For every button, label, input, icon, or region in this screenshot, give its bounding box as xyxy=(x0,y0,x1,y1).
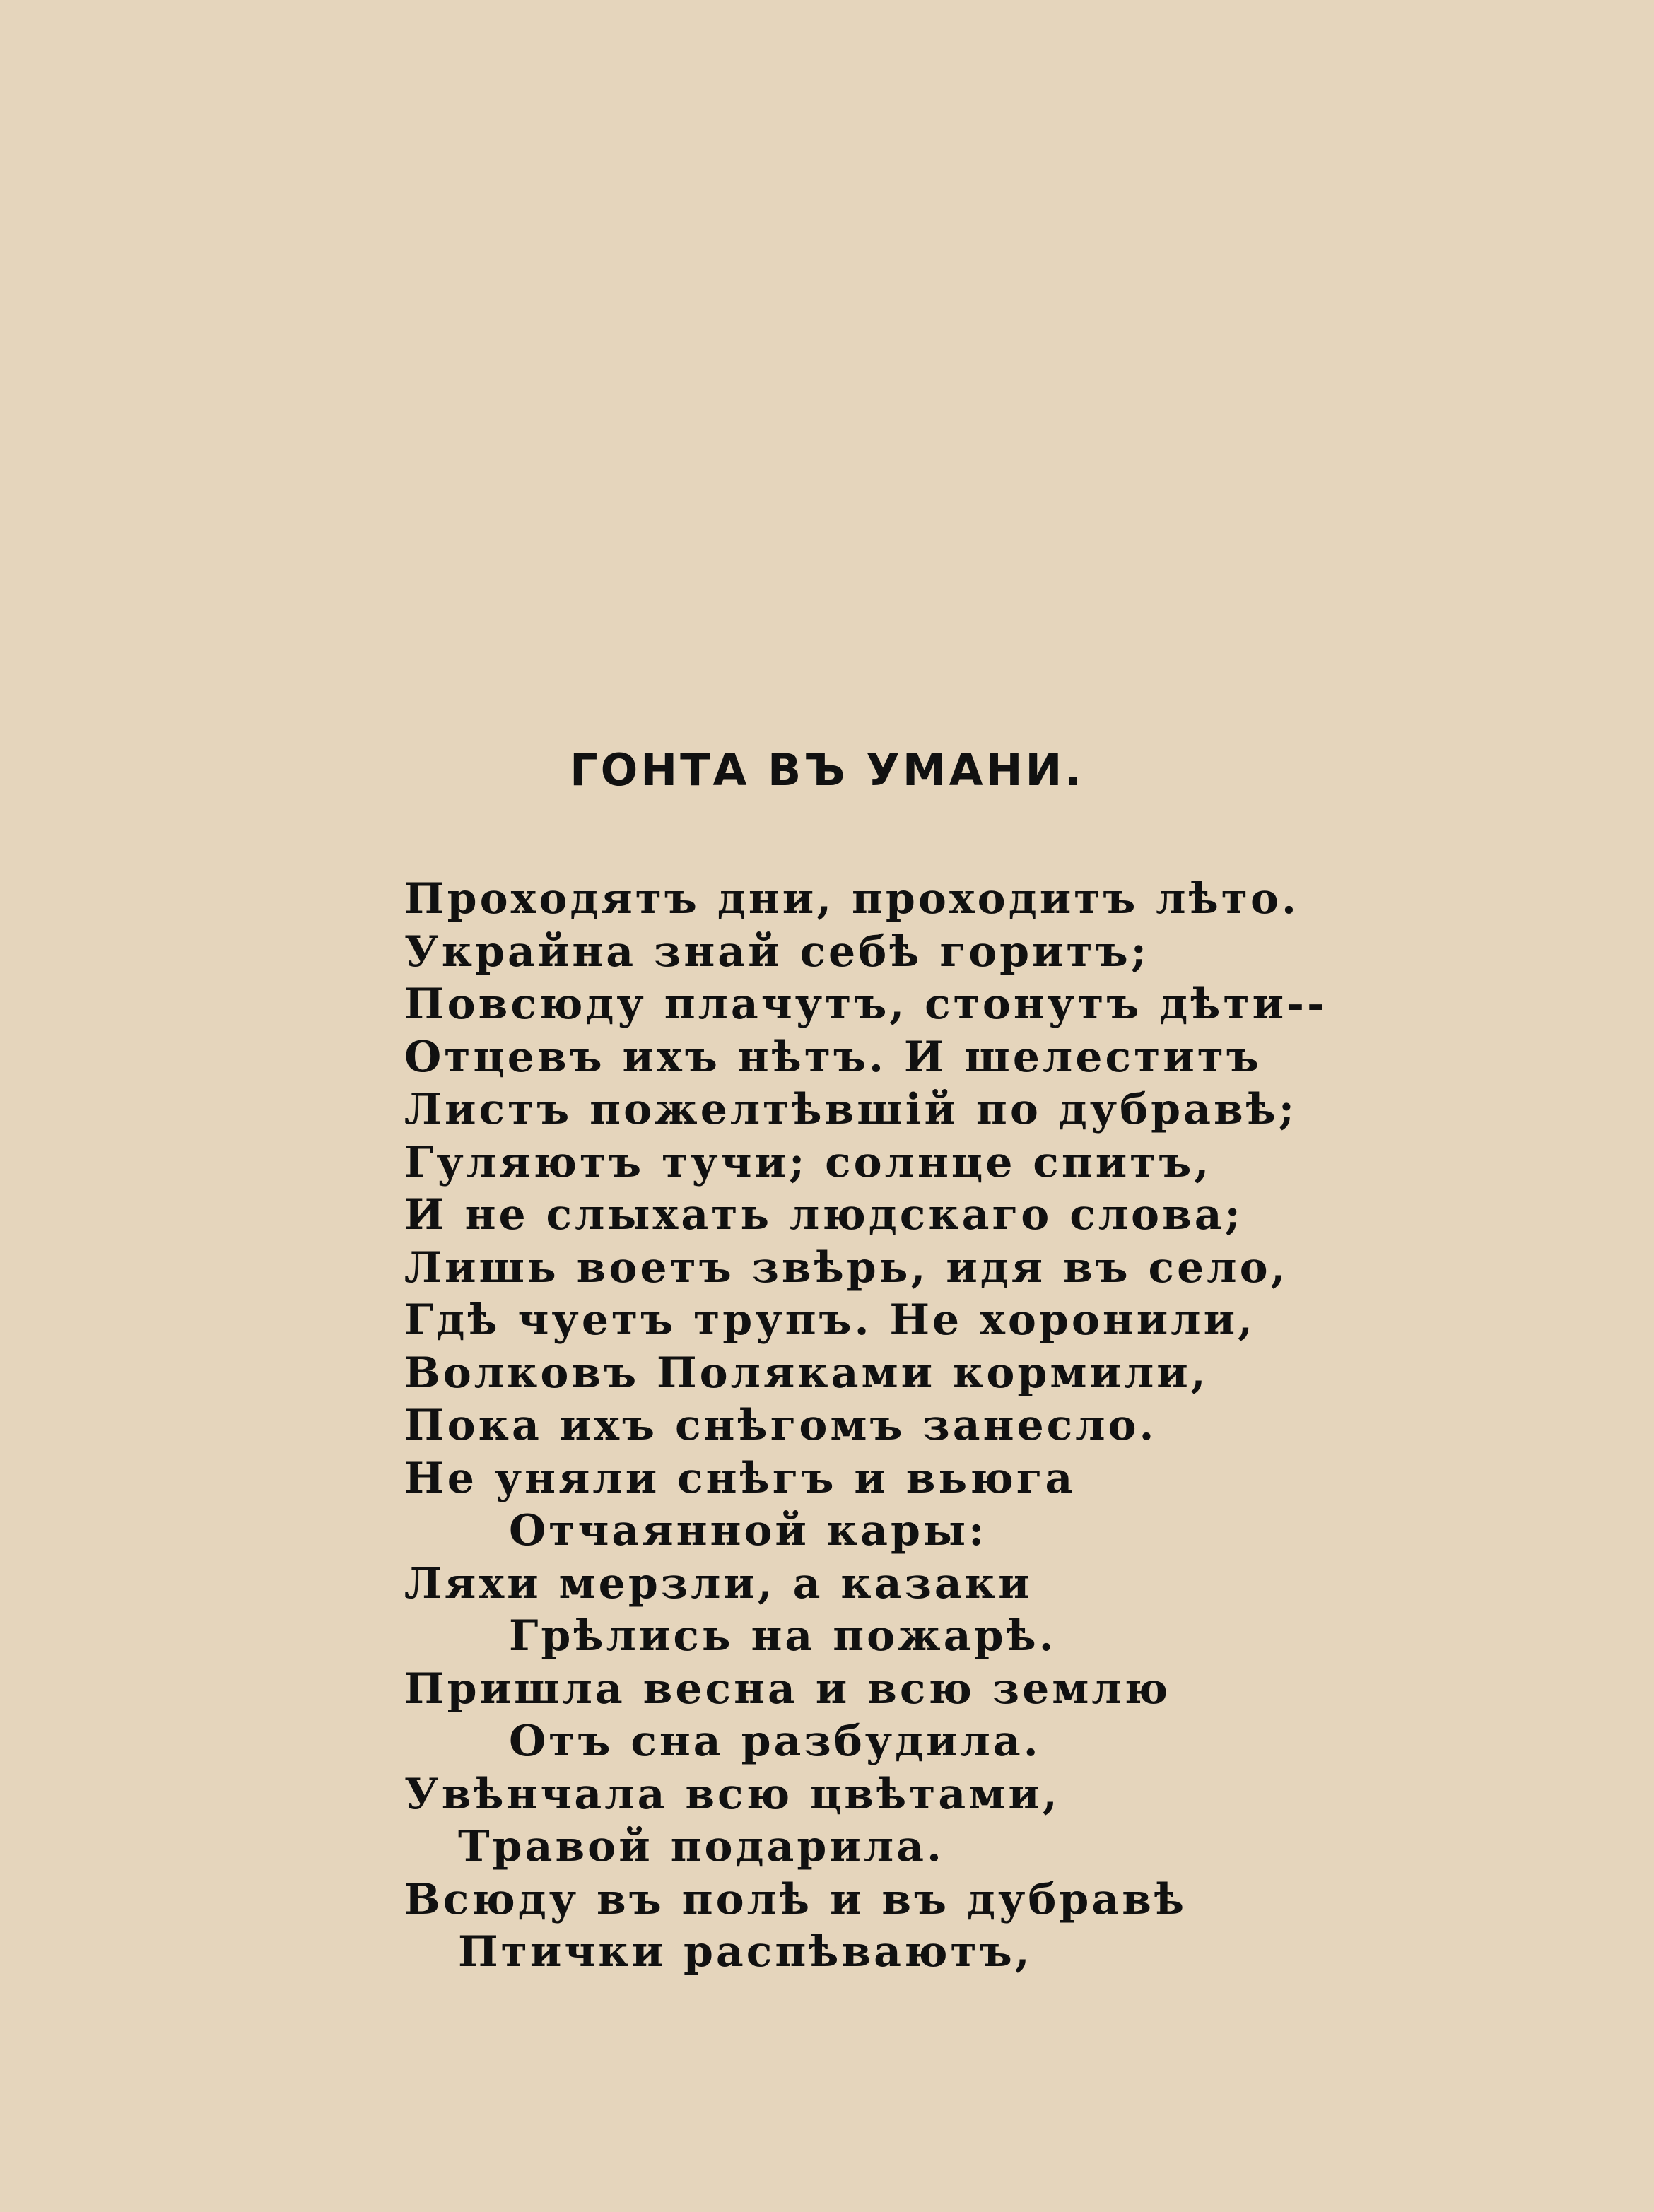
poem-line: Листъ пожелтѣвшій по дубравѣ; xyxy=(404,1085,1298,1134)
poem-line: Отцевъ ихъ нѣтъ. И шелеститъ xyxy=(404,1032,1262,1082)
poem-line: Пока ихъ снѣгомъ занесло. xyxy=(404,1401,1157,1450)
poem-line: Грѣлись на пожарѣ. xyxy=(509,1611,1057,1661)
poem-text xyxy=(404,873,1606,1979)
poem-line: Гдѣ чуетъ трупъ. Не хоронили, xyxy=(404,1295,1255,1345)
poem-line: Всюду въ полѣ и въ дубравѣ xyxy=(404,1874,1187,1924)
poem-line: Повсюду плачутъ, стонутъ дѣти-- xyxy=(404,979,1327,1029)
poem-line: Гуляютъ тучи; солнце спитъ, xyxy=(404,1137,1212,1187)
poem-line: Травой подарила. xyxy=(458,1822,944,1871)
poem-line: Отчаянной кары: xyxy=(509,1506,987,1555)
poem-line: Ляхи мерзли, а казаки xyxy=(404,1558,1033,1608)
poem-line: И не слыхать людскаго слова; xyxy=(404,1190,1243,1240)
poem-line: Лишь воетъ звѣрь, идя въ село, xyxy=(404,1242,1289,1293)
poem-line: Не уняли снѣгъ и вьюга xyxy=(404,1453,1076,1503)
poem-line: Птички распѣваютъ, xyxy=(458,1927,1033,1977)
poem-title: ГОНТА ВЪ УМАНИ. xyxy=(570,744,1084,796)
poem-line: Отъ сна разбудила. xyxy=(509,1717,1041,1766)
poem-line: Волковъ Поляками кормили, xyxy=(404,1348,1209,1398)
poem-line: Пришла весна и всю землю xyxy=(404,1664,1171,1714)
poem-line: Проходятъ дни, проходитъ лѣто. xyxy=(404,874,1299,924)
poem-line: Украйна знай себѣ горитъ; xyxy=(404,926,1149,977)
poem-line: Увѣнчала всю цвѣтами, xyxy=(404,1769,1060,1819)
